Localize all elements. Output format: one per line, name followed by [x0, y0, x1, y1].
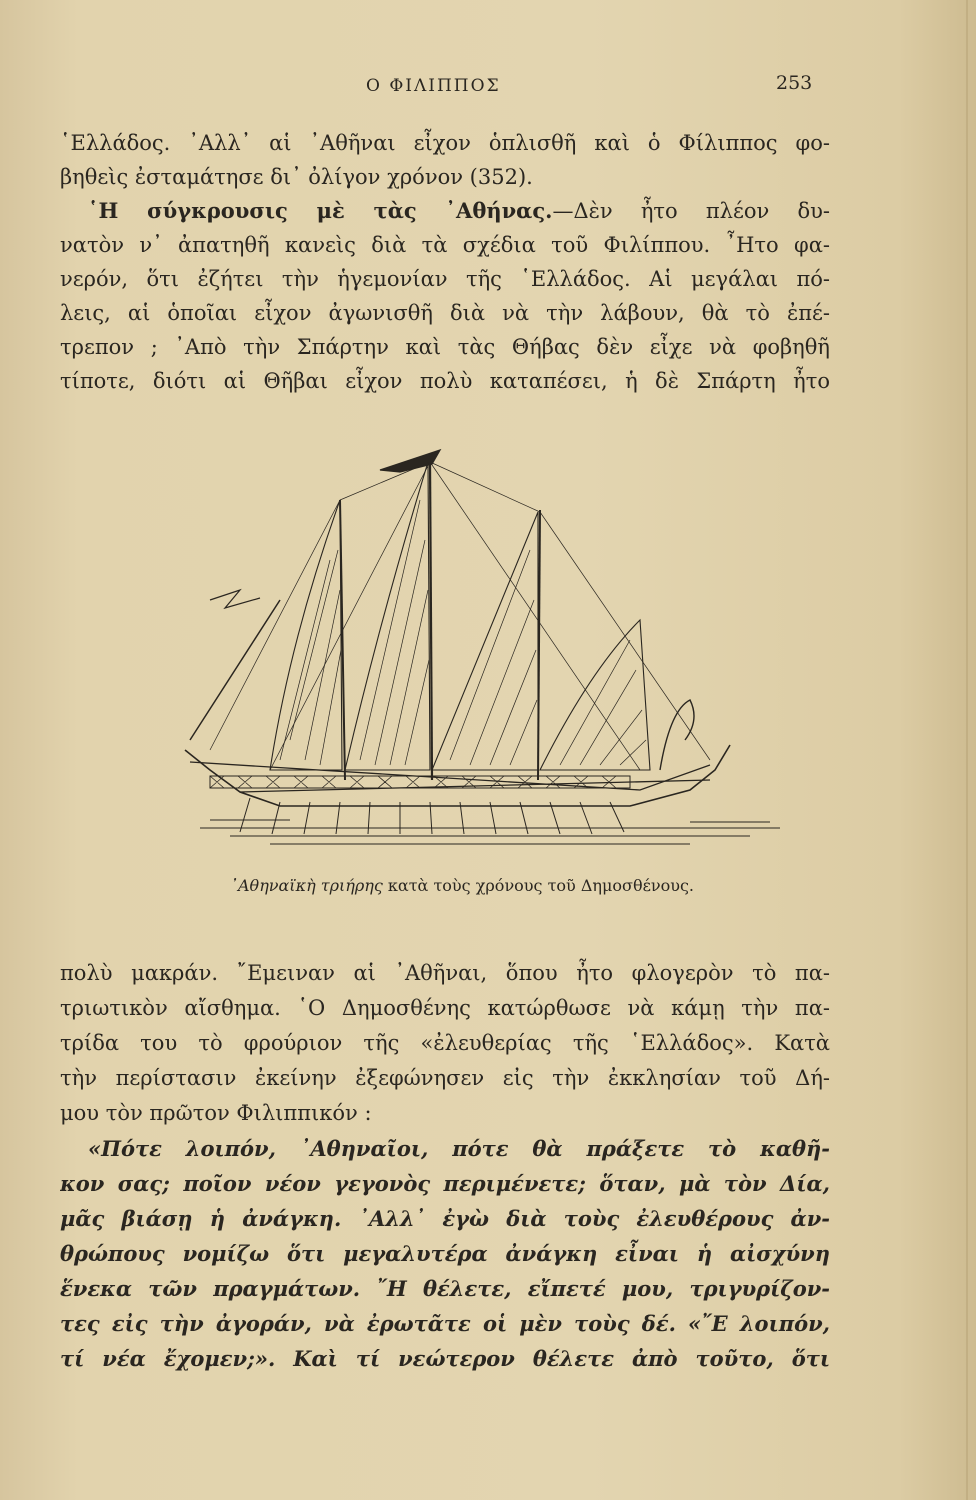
- caption-text: κατὰ τοὺς χρόνους τοῦ Δημοσθένους.: [382, 876, 695, 895]
- text-line: τὴν περίστασιν ἐκείνην ἐξεφώνησεν εἰς τὴν ἐκκλησίαν τοῦ Δή-: [60, 1066, 830, 1090]
- text-line: μου τὸν πρῶτον Φιλιππικόν :: [60, 1101, 372, 1125]
- figure-caption: [230, 876, 770, 895]
- quote-line: κον σας; ποῖον νέον γεγονὸς περιμένετε; ὅταν, μὰ τὸν Δία,: [60, 1171, 830, 1196]
- quote-line: ἕνεκα τῶν πραγμάτων. ῎Η θέλετε, εἴπετέ μου, τριγυρίζον-: [60, 1276, 830, 1301]
- text-line: πολὺ μακράν. ῎Εμειναν αἱ ᾿Αθῆναι, ὅπου ἦτο φλογερὸν τὸ πα-: [60, 961, 830, 985]
- quote-line: τί νέα ἔχομεν;». Καὶ τί νεώτερον θέλετε ἀπὸ τοῦτο, ὅτι: [60, 1346, 830, 1371]
- quotation: [60, 1131, 830, 1376]
- text-line: λεις, αἱ ὁποῖαι εἶχον ἀγωνισθῆ διὰ νὰ τὴν λάβουν, θὰ τὸ ἐπέ-: [60, 301, 830, 325]
- text-line: νατὸν ν᾿ ἀπατηθῆ κανεὶς διὰ τὰ σχέδια τοῦ Φιλίππου. ῏Ητο φα-: [60, 233, 830, 257]
- text-line: τίποτε, διότι αἱ Θῆβαι εἶχον πολὺ καταπέσει, ἡ δὲ Σπάρτη ἦτο: [60, 369, 830, 393]
- top-text: [60, 126, 830, 398]
- text-run: —Δὲν ἦτο πλέον δυ-: [552, 199, 830, 223]
- text-line: τριωτικὸν αἴσθημα. ῾Ο Δημοσθένης κατώρθωσε νὰ κάμῃ τὴν πα-: [60, 996, 830, 1020]
- section-heading-line: [60, 194, 830, 228]
- quote-line: τες εἰς τὴν ἀγοράν, νὰ ἐρωτᾶτε οἱ μὲν τοὺς δέ. «῎Ε λοιπόν,: [60, 1311, 830, 1336]
- sail-hatching: [280, 500, 646, 765]
- quote-line: θρώπους νομίζω ὅτι μεγαλυτέρα ἀνάγκη εἶναι ἡ αἰσχύνη: [60, 1241, 830, 1266]
- text-line: τρεπον ; ᾿Απὸ τὴν Σπάρτην καὶ τὰς Θήβας δὲν εἶχε νὰ φοβηθῆ: [60, 335, 830, 359]
- text-line: βηθεὶς ἐσταμάτησε δι᾿ ὀλίγον χρόνον (352).: [60, 165, 533, 189]
- caption-title: ᾿Αθηναϊκὴ τριήρης: [230, 876, 383, 895]
- text-line: νερόν, ὅτι ἐζήτει τὴν ἡγεμονίαν τῆς ῾Ελλάδος. Αἱ μεγάλαι πό-: [60, 267, 830, 291]
- quote-line: «Πότε λοιπόν, ᾿Αθηναῖοι, πότε θὰ πράξετε τὸ καθῆ-: [88, 1136, 830, 1161]
- text-line: ῾Ελλάδος. ᾿Αλλ᾿ αἱ ᾿Αθῆναι εἶχον ὁπλισθῆ καὶ ὁ Φίλιππος φο-: [60, 131, 830, 155]
- water-lines: [200, 820, 780, 844]
- rigging: [210, 462, 710, 770]
- page-edge: [966, 0, 968, 1500]
- page-number: 253: [776, 72, 813, 94]
- sails: [270, 462, 650, 770]
- section-heading: ῾Η σύγκρουσις μὲ τὰς ᾿Αθήνας.: [88, 198, 553, 223]
- text-line: τρίδα του τὸ φρούριον τῆς «ἐλευθερίας τῆς ῾Ελλάδος». Κατὰ: [60, 1031, 830, 1055]
- oars: [240, 798, 624, 834]
- running-title: Ο ΦΙΛΙΠΠΟΣ: [366, 76, 501, 96]
- quote-line: μᾶς βιάσῃ ἡ ἀνάγκη. ᾿Αλλ᾿ ἐγὼ διὰ τοὺς ἐλευθέρους ἀν-: [60, 1206, 830, 1231]
- bottom-text: [60, 956, 830, 1376]
- running-head: [0, 72, 976, 100]
- ship-engraving: [170, 440, 800, 870]
